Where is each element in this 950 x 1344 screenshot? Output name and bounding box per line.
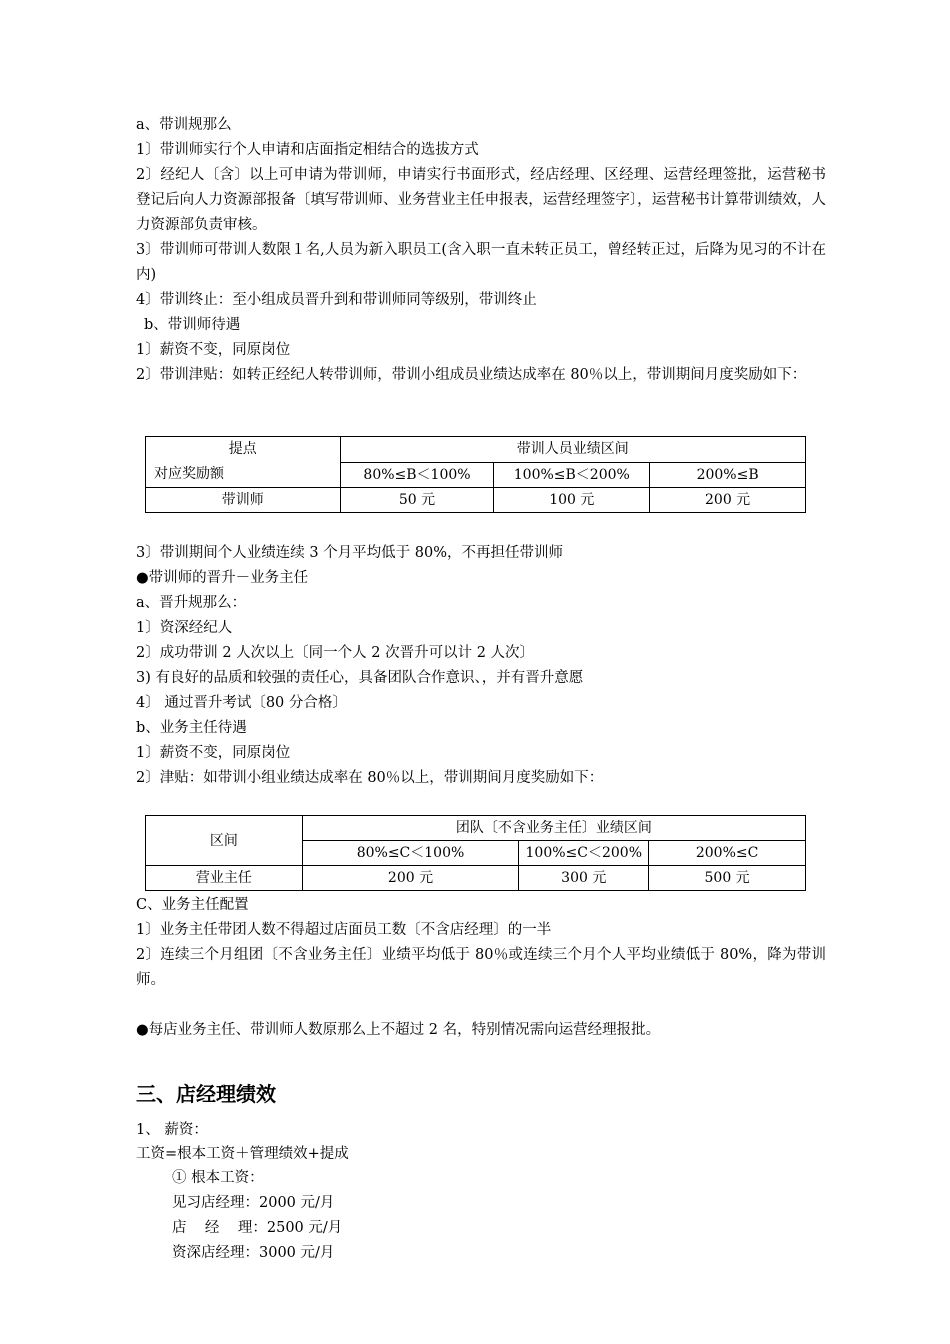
- text-line: ① 根本工资：: [172, 1170, 264, 1186]
- text-line: 3) 有良好的品质和较强的责任心，具备团队合作意识、，并有晋升意愿: [136, 670, 584, 686]
- text-line: 见习店经理：2000 元/月: [172, 1195, 335, 1211]
- text-paragraph: 3〕带训师可带训人数限１名,人员为新入职员工(含入职一直未转正员工，曾经转正过，后降为见习的不计在内): [136, 242, 826, 283]
- table-range-header: 80%≤C＜100%: [302, 841, 519, 866]
- table-range-header: 100%≤B＜200%: [494, 462, 650, 488]
- text-paragraph: 2〕带训津贴：如转正经纪人转带训师，带训小组成员业绩达成率在 80％以上，带训期间月度奖励如下：: [136, 367, 807, 383]
- table-range-header: 80%≤B＜100%: [340, 462, 494, 488]
- table-cell: 200 元: [650, 488, 806, 513]
- table-cell: 200 元: [302, 866, 519, 891]
- text-line: 2〕成功带训 2 人次以上〔同一个人 2 次晋升可以计 2 人次〕: [136, 645, 535, 661]
- table-row-label: 带训师: [146, 488, 341, 513]
- table-row-label: 营业主任: [146, 866, 303, 891]
- table-range-header: 200%≤B: [650, 462, 806, 488]
- text-line: 4〕带训终止：至小组成员晋升到和带训师同等级别，带训终止: [136, 292, 537, 308]
- table-corner-cell: 区间: [146, 816, 303, 866]
- table-group-header: 带训人员业绩区间: [340, 437, 805, 463]
- table-group-header: 团队〔不含业务主任〕业绩区间: [302, 816, 805, 841]
- text-line: 1〕资深经纪人: [136, 620, 233, 636]
- text-line: 4〕 通过晋升考试〔80 分合格〕: [136, 695, 347, 711]
- text-paragraph: 2〕连续三个月组团〔不含业务主任〕业绩平均低于 80％或连续三个月个人平均业绩低于 80%，降为带训师。: [136, 947, 826, 988]
- text-line: 2〕津贴：如带训小组业绩达成率在 80％以上，带训期间月度奖励如下：: [136, 770, 604, 786]
- text-line: 3〕带训期间个人业绩连续 3 个月平均低于 80%，不再担任带训师: [136, 545, 564, 561]
- table-cell: 100 元: [494, 488, 650, 513]
- text-line: 1〕业务主任带团人数不得超过店面员工数〔不含店经理〕的一半: [136, 922, 552, 938]
- text-line: 资深店经理：3000 元/月: [172, 1245, 335, 1261]
- text-line: ●每店业务主任、带训师人数原那么上不超过 2 名，特别情况需向运营经理报批。: [136, 1022, 661, 1038]
- table-corner-cell: [146, 437, 341, 488]
- table-cell: 300 元: [519, 866, 649, 891]
- text-line: 工资=根本工资＋管理绩效+提成: [136, 1146, 349, 1162]
- table-cell: 50 元: [340, 488, 494, 513]
- text-paragraph: 2〕经纪人〔含〕以上可申请为带训师，申请实行书面形式，经店经理、区经理、运营经理签批，运营秘书登记后向人力资源部报备〔填写带训师、业务营业主任申报表，运营经理签字〕，运营秘书计算带训绩效，人力资源部负责审核。: [136, 167, 826, 233]
- text-line: 1〕薪资不变，同原岗位: [136, 342, 291, 358]
- text-line: 1〕带训师实行个人申请和店面指定相结合的选拔方式: [136, 142, 479, 158]
- corner-top-label: 提点: [228, 441, 257, 457]
- text-line: 1、 薪资：: [136, 1122, 208, 1138]
- table-range-header: 100%≤C＜200%: [519, 841, 649, 866]
- table-range-header: 200%≤C: [649, 841, 806, 866]
- text-line: b、业务主任待遇: [136, 720, 247, 736]
- supervisor-reward-table: [145, 815, 806, 891]
- text-line: C、业务主任配置: [136, 897, 249, 913]
- trainer-reward-table: [145, 436, 806, 513]
- text-line: a、带训规那么: [136, 117, 232, 133]
- text-line: b、带训师待遇: [144, 317, 241, 333]
- text-line: ●带训师的晋升－业务主任: [136, 570, 309, 586]
- text-line: a、晋升规那么：: [136, 595, 247, 611]
- corner-bottom-label: 对应奖励额: [154, 466, 224, 482]
- text-line: 店 经 理：2500 元/月: [172, 1220, 343, 1236]
- table-cell: 500 元: [649, 866, 806, 891]
- text-line: 1〕薪资不变，同原岗位: [136, 745, 291, 761]
- section-title: 三、店经理绩效: [136, 1082, 276, 1106]
